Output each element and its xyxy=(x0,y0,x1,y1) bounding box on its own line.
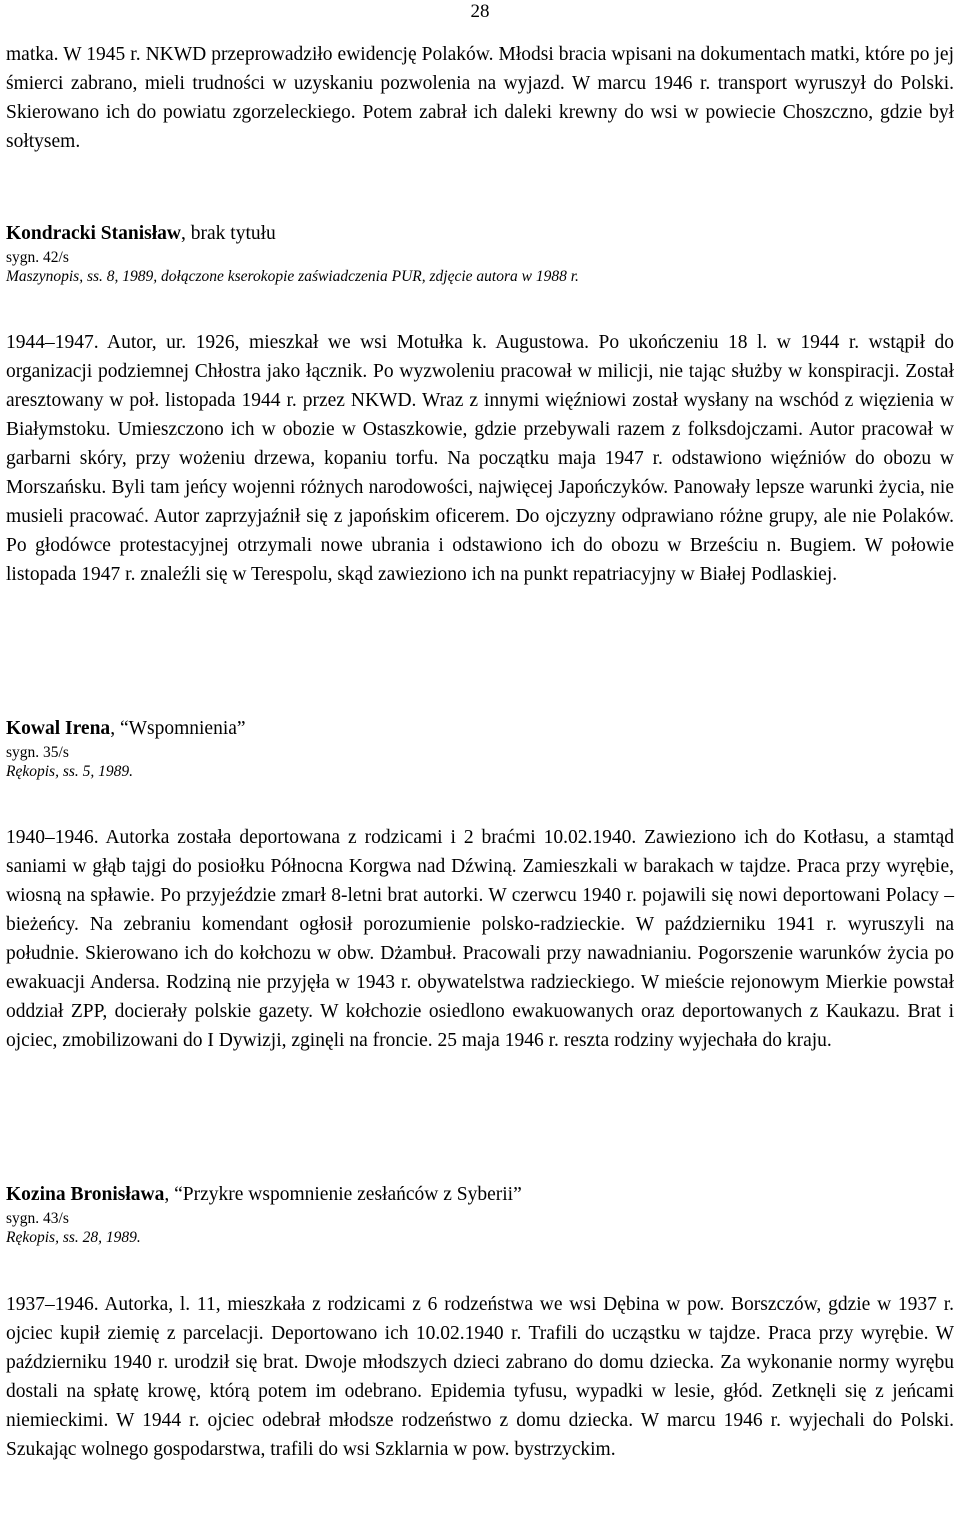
page-number: 28 xyxy=(470,1,490,22)
entry-signature: sygn. 42/s xyxy=(6,249,69,266)
entry-body: 1944–1947. Autor, ur. 1926, mieszkał we wsi Motułka k. Augustowa. Po ukończeniu 18 l. w 1944 r. wstąpił do organizacji podziemnej Chłostra jako łącznik. Po wyzwoleniu pracował w milicji, nie tając służby w konspiracji. Został aresztowany w poł. listopada 1944 r. przez NKWD. Wraz z innymi więźniowi został wysłany na wschód z więzienia w Białymstoku. Umieszczono ich w obozie w Ostaszkowie, gdzie przebywali razem z folksdojczami. Autor pracował w garbarni skóry, przy wożeniu drzewa, kopaniu torfu. Na początku maja 1947 r. odstawiono więźniów do obozu w Morszańsku. Byli tam jeńcy wojenni różnych narodowości, najwięcej Japończyków. Panowały lepsze warunki życia, nie musieli pracować. Autor zaprzyjaźnił się z japońskim oficerem. Do ojczyzny odprawiano różne grupy, ale nie Polaków. Po głodówce protestacyjnej otrzymali nowe ubrania i odstawiono ich do obozu w Brześciu n. Bugiem. W połowie listopada 1947 r. znaleźli się w Terespolu, skąd zawieziono ich na punkt repatriacyjny w Białej Podlaskiej. xyxy=(6,332,954,585)
entry-title: , “Przykre wspomnienie zesłańców z Syberii” xyxy=(164,1184,522,1205)
entry-author: Kondracki Stanisław xyxy=(6,223,181,244)
entry-author: Kozina Bronisława xyxy=(6,1184,165,1205)
entry-heading xyxy=(6,220,954,248)
entry-signature: sygn. 35/s xyxy=(6,744,69,761)
entry-description: Maszynopis, ss. 8, 1989, dołączone kserokopie zaświadczenia PUR, zdjęcie autora w 1988 r. xyxy=(6,268,579,285)
entry-body: 1937–1946. Autorka, l. 11, mieszkała z rodzicami z 6 rodzeństwa we wsi Dębina w pow. Borszczów, gdzie w 1937 r. ojciec kupił ziemię z parcelacji. Deportowano ich 10.02.1940 r. Trafili do ucząstku w tajdze. Praca przy wyrębie. W październiku 1940 r. urodził się brat. Dwoje młodszych dzieci zabrano do domu dziecka. Za wykonanie normy wyrębu dostali na spłatę krowę, którą potem im odebrano. Epidemia tyfusu, wypadki w lesie, głód. Zetknęli się z jeńcami niemieckimi. W 1944 r. ojciec odebrał młodsze rodzeństwo z domu dziecka. W marcu 1946 r. wyjechali do Polski. Szukając wolnego gospodarstwa, trafili do wsi Szklarnia w pow. bystrzyckim. xyxy=(6,1294,954,1460)
entry-signature: sygn. 43/s xyxy=(6,1210,69,1227)
entry-kondracki xyxy=(6,220,954,286)
intro-paragraph: matka. W 1945 r. NKWD przeprowadziło ewidencję Polaków. Młodsi bracia wpisani na dokumentach matki, które po jej śmierci zabrano, mieli trudności w uzyskaniu pozwolenia na wyjazd. W marcu 1946 r. transport wyruszył do Polski. Skierowano ich do powiatu zgorzeleckiego. Potem zabrał ich daleki krewny do wsi w powiecie Choszczno, gdzie był sołtysem. xyxy=(6,44,954,152)
entry-description: Rękopis, ss. 5, 1989. xyxy=(6,763,134,780)
entry-kowal xyxy=(6,715,954,781)
entry-kozina xyxy=(6,1181,954,1247)
entry-description: Rękopis, ss. 28, 1989. xyxy=(6,1229,141,1246)
entry-title: , “Wspomnienia” xyxy=(110,718,246,739)
entry-heading xyxy=(6,1181,954,1209)
entry-heading xyxy=(6,715,954,743)
entry-title: , brak tytułu xyxy=(181,223,276,244)
entry-author: Kowal Irena xyxy=(6,718,111,739)
entry-body: 1940–1946. Autorka została deportowana z rodzicami i 2 braćmi 10.02.1940. Zawieziono ich do Kotłasu, a stamtąd saniami w głąb tajgi do posiołku Północna Korgwa nad Dźwiną. Zamieszkali w barakach w tajdze. Praca przy wyrębie, wiosną na spławie. Po przyjeździe zmarł 8-letni brat autorki. W czerwcu 1940 r. pojawili się nowi deportowani Polacy – bieżeńcy. Na zebraniu komendant ogłosił porozumienie polsko-radzieckie. W październiku 1941 r. wyruszyli na południe. Skierowano ich do kołchozu w obw. Dżambuł. Pracowali przy nawadnianiu. Pogorszenie warunków życia po ewakuacji Andersa. Rodziną nie przyjęła w 1943 r. obywatelstwa radzieckiego. W mieście rejonowym Mierkie powstał oddział ZPP, docierały polskie gazety. W kołchozie osiedlono ewakuowanych oraz deportowanych z Kaukazu. Brat i ojciec, zmobilizowani do I Dywizji, zginęli na froncie. 25 maja 1946 r. reszta rodziny wyjechała do kraju. xyxy=(6,827,954,1051)
